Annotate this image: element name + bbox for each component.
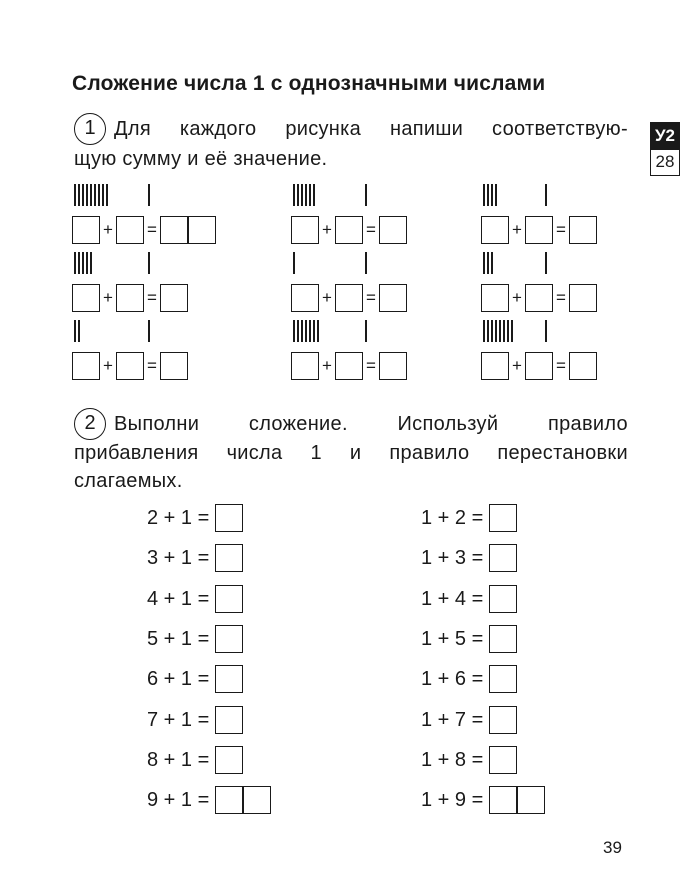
addition-expression: 1 + 6 = bbox=[421, 667, 484, 690]
addition-expression: 8 + 1 = bbox=[147, 748, 210, 771]
left-column-row bbox=[147, 746, 243, 774]
stick-group-first bbox=[74, 184, 108, 206]
stick-group-second bbox=[148, 320, 150, 342]
counting-stick bbox=[98, 184, 100, 206]
equals-sign: = bbox=[366, 356, 376, 375]
task2-word: прибавления bbox=[74, 442, 199, 464]
counting-stick bbox=[365, 252, 367, 274]
counting-stick bbox=[487, 252, 489, 274]
counting-stick bbox=[90, 252, 92, 274]
task2-word: Выполни bbox=[114, 413, 200, 435]
task2-word: Используй bbox=[397, 413, 499, 435]
stick-group-second bbox=[545, 252, 547, 274]
answer-box[interactable] bbox=[215, 746, 243, 774]
addend-box[interactable] bbox=[481, 216, 509, 244]
counting-stick bbox=[317, 320, 319, 342]
plus-sign: + bbox=[322, 356, 332, 375]
task1-instruction bbox=[114, 114, 628, 144]
addition-expression: 9 + 1 = bbox=[147, 788, 210, 811]
left-column-row bbox=[147, 786, 271, 814]
stick-picture bbox=[483, 320, 593, 342]
counting-stick bbox=[511, 320, 513, 342]
right-column-row bbox=[421, 504, 517, 532]
counting-stick bbox=[305, 320, 307, 342]
answer-box[interactable] bbox=[569, 216, 597, 244]
sum-equation bbox=[72, 216, 216, 244]
answer-box[interactable] bbox=[215, 706, 243, 734]
stick-picture bbox=[74, 320, 184, 342]
addition-expression: 6 + 1 = bbox=[147, 667, 210, 690]
right-column-row bbox=[421, 544, 517, 572]
addend-box[interactable] bbox=[116, 216, 144, 244]
answer-box[interactable] bbox=[489, 746, 517, 774]
counting-stick bbox=[94, 184, 96, 206]
equals-sign: = bbox=[147, 288, 157, 307]
stick-picture bbox=[74, 184, 184, 206]
counting-stick bbox=[78, 184, 80, 206]
counting-stick bbox=[545, 252, 547, 274]
addend-box[interactable] bbox=[335, 216, 363, 244]
answer-box[interactable] bbox=[215, 544, 243, 572]
addend-box[interactable] bbox=[116, 284, 144, 312]
plus-sign: + bbox=[103, 220, 113, 239]
page-title: Сложение числа 1 с однозначными числами bbox=[72, 72, 546, 95]
addition-expression: 1 + 9 = bbox=[421, 788, 484, 811]
right-column-row bbox=[421, 746, 517, 774]
sum-equation bbox=[481, 216, 597, 244]
answer-box[interactable] bbox=[489, 665, 517, 693]
counting-stick bbox=[106, 184, 108, 206]
task2-line3: слагаемых. bbox=[74, 470, 183, 492]
task1-word: каждого bbox=[179, 118, 257, 140]
counting-stick bbox=[102, 184, 104, 206]
task2-word: правило bbox=[389, 442, 470, 464]
left-column-row bbox=[147, 544, 243, 572]
counting-stick bbox=[86, 252, 88, 274]
answer-box[interactable] bbox=[379, 352, 407, 380]
counting-stick bbox=[297, 320, 299, 342]
answer-box[interactable] bbox=[160, 216, 216, 244]
right-column-row bbox=[421, 665, 517, 693]
counting-stick bbox=[74, 320, 76, 342]
sum-equation bbox=[291, 284, 407, 312]
plus-sign: + bbox=[512, 356, 522, 375]
counting-stick bbox=[82, 252, 84, 274]
counting-stick bbox=[148, 252, 150, 274]
addend-box[interactable] bbox=[525, 284, 553, 312]
stick-group-first bbox=[74, 320, 80, 342]
counting-stick bbox=[545, 320, 547, 342]
counting-stick bbox=[293, 184, 295, 206]
counting-stick bbox=[491, 252, 493, 274]
counting-stick bbox=[74, 252, 76, 274]
answer-box[interactable] bbox=[489, 544, 517, 572]
addition-expression: 3 + 1 = bbox=[147, 546, 210, 569]
counting-stick bbox=[148, 184, 150, 206]
stick-group-second bbox=[365, 252, 367, 274]
equals-sign: = bbox=[147, 220, 157, 239]
stick-group-first bbox=[483, 252, 493, 274]
stick-group-first bbox=[483, 320, 513, 342]
answer-box[interactable] bbox=[160, 284, 188, 312]
answer-box[interactable] bbox=[160, 352, 188, 380]
stick-picture bbox=[483, 252, 593, 274]
task1-word: соответствую- bbox=[492, 118, 628, 140]
stick-group-first bbox=[74, 252, 92, 274]
addition-expression: 5 + 1 = bbox=[147, 627, 210, 650]
right-column-row bbox=[421, 786, 545, 814]
stick-picture bbox=[293, 252, 403, 274]
answer-box[interactable] bbox=[215, 625, 243, 653]
task2-word: правило bbox=[547, 413, 628, 435]
task2-number: 2 bbox=[74, 408, 106, 440]
answer-box[interactable] bbox=[215, 786, 271, 814]
counting-stick bbox=[78, 320, 80, 342]
addend-box[interactable] bbox=[116, 352, 144, 380]
addition-expression: 1 + 2 = bbox=[421, 506, 484, 529]
stick-group-second bbox=[365, 320, 367, 342]
right-column-row bbox=[421, 585, 517, 613]
task2-instruction bbox=[114, 409, 628, 439]
plus-sign: + bbox=[512, 288, 522, 307]
counting-stick bbox=[309, 184, 311, 206]
counting-stick bbox=[483, 184, 485, 206]
right-column-row bbox=[421, 625, 517, 653]
counting-stick bbox=[487, 184, 489, 206]
counting-stick bbox=[483, 320, 485, 342]
plus-sign: + bbox=[322, 220, 332, 239]
counting-stick bbox=[491, 184, 493, 206]
answer-box[interactable] bbox=[569, 284, 597, 312]
task2-line2 bbox=[74, 438, 628, 468]
counting-stick bbox=[297, 184, 299, 206]
answer-box[interactable] bbox=[215, 504, 243, 532]
counting-stick bbox=[545, 184, 547, 206]
task2-line2-wrap bbox=[74, 438, 628, 468]
stick-picture bbox=[293, 184, 403, 206]
addition-expression: 1 + 7 = bbox=[421, 708, 484, 731]
sum-equation bbox=[481, 284, 597, 312]
stick-group-first bbox=[293, 320, 319, 342]
stick-group-second bbox=[545, 184, 547, 206]
equals-sign: = bbox=[556, 356, 566, 375]
side-tab-label: У2 bbox=[650, 122, 680, 149]
task2-word: числа bbox=[226, 442, 283, 464]
sum-equation bbox=[72, 284, 188, 312]
stick-group-second bbox=[148, 252, 150, 274]
equals-sign: = bbox=[556, 288, 566, 307]
task1-word: напиши bbox=[389, 118, 464, 140]
answer-box[interactable] bbox=[489, 786, 545, 814]
addend-box[interactable] bbox=[525, 352, 553, 380]
left-column-row bbox=[147, 504, 243, 532]
counting-stick bbox=[309, 320, 311, 342]
counting-stick bbox=[365, 320, 367, 342]
answer-box[interactable] bbox=[489, 706, 517, 734]
task2-word: 1 bbox=[310, 442, 322, 464]
stick-group-second bbox=[148, 184, 150, 206]
answer-box[interactable] bbox=[215, 585, 243, 613]
task1-number: 1 bbox=[74, 113, 106, 145]
counting-stick bbox=[305, 184, 307, 206]
plus-sign: + bbox=[322, 288, 332, 307]
task2-word: сложение. bbox=[248, 413, 348, 435]
addend-box[interactable] bbox=[72, 352, 100, 380]
stick-group-first bbox=[293, 252, 295, 274]
counting-stick bbox=[148, 320, 150, 342]
task2-word: перестановки bbox=[497, 442, 628, 464]
addend-box[interactable] bbox=[481, 284, 509, 312]
task1-word: рисунка bbox=[285, 118, 362, 140]
answer-box[interactable] bbox=[379, 284, 407, 312]
addition-expression: 1 + 8 = bbox=[421, 748, 484, 771]
counting-stick bbox=[491, 320, 493, 342]
answer-box[interactable] bbox=[569, 352, 597, 380]
counting-stick bbox=[293, 252, 295, 274]
addend-box[interactable] bbox=[481, 352, 509, 380]
task1-line2: щую сумму и её значение. bbox=[74, 148, 328, 170]
addend-box[interactable] bbox=[291, 284, 319, 312]
answer-box[interactable] bbox=[489, 625, 517, 653]
counting-stick bbox=[82, 184, 84, 206]
stick-group-first bbox=[483, 184, 497, 206]
stick-group-second bbox=[365, 184, 367, 206]
addend-box[interactable] bbox=[335, 284, 363, 312]
stick-picture bbox=[293, 320, 403, 342]
sum-equation bbox=[291, 216, 407, 244]
sum-equation bbox=[481, 352, 597, 380]
task2-line1 bbox=[114, 409, 628, 439]
counting-stick bbox=[293, 320, 295, 342]
stick-picture bbox=[74, 252, 184, 274]
addend-box[interactable] bbox=[291, 352, 319, 380]
task1-word: Для bbox=[114, 118, 151, 140]
equals-sign: = bbox=[147, 356, 157, 375]
addition-expression: 1 + 4 = bbox=[421, 587, 484, 610]
counting-stick bbox=[503, 320, 505, 342]
counting-stick bbox=[313, 184, 315, 206]
sum-equation bbox=[291, 352, 407, 380]
answer-box[interactable] bbox=[489, 504, 517, 532]
addition-expression: 7 + 1 = bbox=[147, 708, 210, 731]
counting-stick bbox=[78, 252, 80, 274]
addition-expression: 1 + 5 = bbox=[421, 627, 484, 650]
plus-sign: + bbox=[103, 288, 113, 307]
counting-stick bbox=[495, 184, 497, 206]
counting-stick bbox=[365, 184, 367, 206]
addition-expression: 2 + 1 = bbox=[147, 506, 210, 529]
counting-stick bbox=[74, 184, 76, 206]
left-column-row bbox=[147, 585, 243, 613]
addend-box[interactable] bbox=[291, 216, 319, 244]
answer-box[interactable] bbox=[379, 216, 407, 244]
stick-group-first bbox=[293, 184, 315, 206]
stick-picture bbox=[483, 184, 593, 206]
left-column-row bbox=[147, 665, 243, 693]
side-tab bbox=[650, 122, 680, 176]
addend-box[interactable] bbox=[335, 352, 363, 380]
left-column-row bbox=[147, 706, 243, 734]
counting-stick bbox=[86, 184, 88, 206]
counting-stick bbox=[313, 320, 315, 342]
counting-stick bbox=[301, 320, 303, 342]
addend-box[interactable] bbox=[72, 216, 100, 244]
counting-stick bbox=[90, 184, 92, 206]
addition-expression: 4 + 1 = bbox=[147, 587, 210, 610]
counting-stick bbox=[507, 320, 509, 342]
sum-equation bbox=[72, 352, 188, 380]
plus-sign: + bbox=[512, 220, 522, 239]
stick-group-second bbox=[545, 320, 547, 342]
equals-sign: = bbox=[366, 288, 376, 307]
addition-expression: 1 + 3 = bbox=[421, 546, 484, 569]
side-tab-number: 28 bbox=[650, 149, 680, 176]
counting-stick bbox=[483, 252, 485, 274]
equals-sign: = bbox=[366, 220, 376, 239]
task2-word: и bbox=[349, 442, 362, 464]
plus-sign: + bbox=[103, 356, 113, 375]
equals-sign: = bbox=[556, 220, 566, 239]
answer-box[interactable] bbox=[215, 665, 243, 693]
left-column-row bbox=[147, 625, 243, 653]
counting-stick bbox=[499, 320, 501, 342]
counting-stick bbox=[487, 320, 489, 342]
right-column-row bbox=[421, 706, 517, 734]
counting-stick bbox=[495, 320, 497, 342]
counting-stick bbox=[301, 184, 303, 206]
addend-box[interactable] bbox=[72, 284, 100, 312]
answer-box[interactable] bbox=[489, 585, 517, 613]
page-number: 39 bbox=[603, 838, 622, 857]
task1-line1 bbox=[114, 114, 628, 144]
addend-box[interactable] bbox=[525, 216, 553, 244]
